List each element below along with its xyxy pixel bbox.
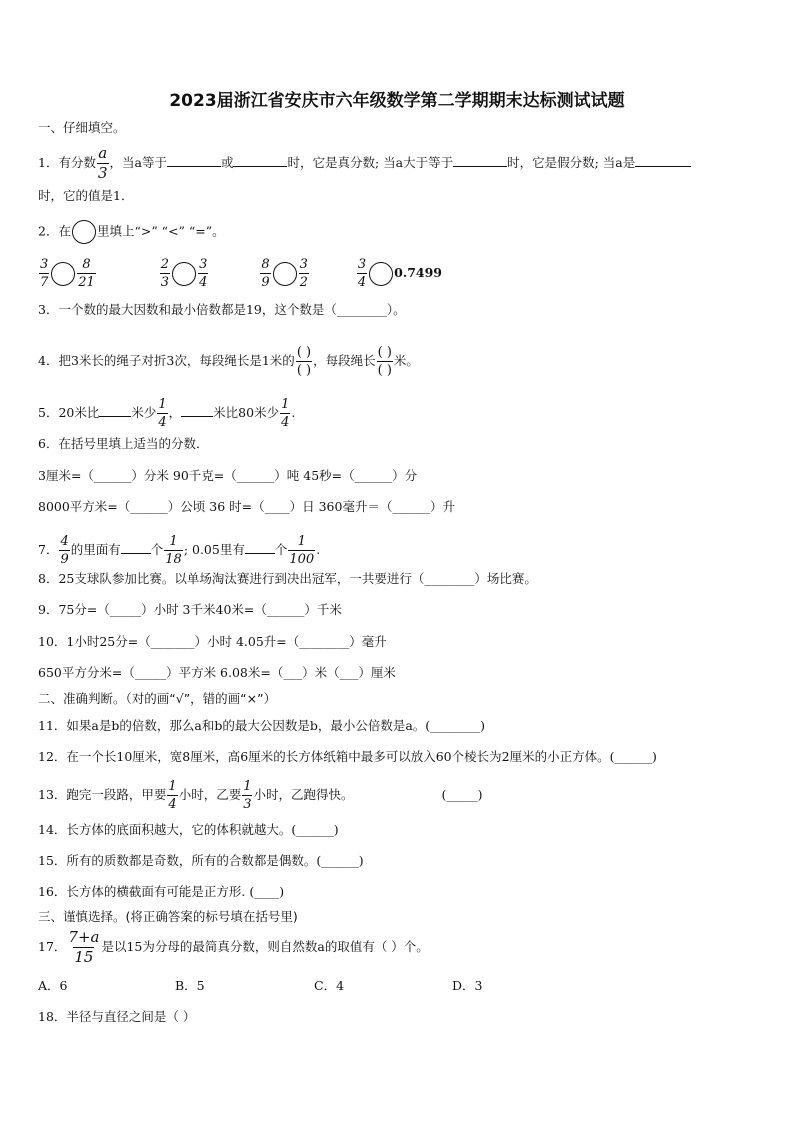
question-17-options <box>38 976 482 996</box>
section-1-heading: 一、仔细填空。 <box>38 120 126 135</box>
fraction: $\frac{( )}{( )}$ <box>377 345 392 378</box>
compare-circle[interactable] <box>172 262 196 286</box>
fraction: $\frac{1}{4}$ <box>158 397 167 430</box>
compare-circle[interactable] <box>273 262 297 286</box>
question-7: 7． $\frac{4}{9}$ 的里面有 个 $\frac{1}{18}$ ; 0.05里有 个 $\frac{1}{100}$ . <box>38 534 321 567</box>
option-c[interactable]: C．4 <box>314 978 345 993</box>
question-2-items: $\frac{3}{7}$ $\frac{8}{21}$ $\frac{2}{3}$ $\frac{3}{4}$ $\frac{8}{9}$ $\frac{3}{2}$ $\frac{3}{4}$ 0.7499 <box>40 257 442 290</box>
question-11: 11．如果a是b的倍数，那么a和b的最大公因数是b，最小公倍数是a。(________) <box>38 718 486 733</box>
answer-blank[interactable] <box>245 540 275 554</box>
fraction: $\frac{a}{3}$ <box>97 144 108 182</box>
answer-blank[interactable] <box>99 403 131 417</box>
compare-circle[interactable] <box>51 262 75 286</box>
question-10: 10．1小时25分=（_______）小时 4.05升=（________）毫升 <box>38 634 387 649</box>
option-d[interactable]: D．3 <box>452 978 483 993</box>
fraction: $\frac{1}{4}$ <box>281 397 290 430</box>
question-4: 4．把3米长的绳子对折3次，每段绳长是1米的 $\frac{( )}{( )}$ ，每段绳长 $\frac{( )}{( )}$ 米。 <box>38 345 419 378</box>
fraction: $\frac{8}{21}$ <box>78 257 95 290</box>
question-8: 8．25支球队参加比赛。以单场淘汰赛进行到决出冠军，一共要进行（________）场比赛。 <box>38 571 537 586</box>
fraction: $\frac{7+a}{15}$ <box>68 928 100 966</box>
section-2-heading: 二、准确判断。（对的画“√”，错的画“×”） <box>38 691 277 706</box>
question-18: 18．半径与直径之间是（ ） <box>38 1009 196 1024</box>
fraction: $\frac{4}{9}$ <box>60 534 69 567</box>
question-13: 13．跑完一段路，甲要 $\frac{1}{4}$ 小时，乙要 $\frac{1}{3}$ 小时，乙跑得快。 (_____) <box>38 779 483 812</box>
answer-blank[interactable] <box>233 153 287 167</box>
fraction: $\frac{3}{7}$ <box>40 257 49 290</box>
section-3-heading: 三、谨慎选择。(将正确答案的标号填在括号里) <box>38 909 298 924</box>
question-17: 17． $\frac{7+a}{15}$ 是以15为分母的最简真分数，则自然数a的取值有（ ）个。 <box>38 928 429 966</box>
fraction: $\frac{1}{4}$ <box>168 779 177 812</box>
question-6-line-1: 3厘米=（______）分米 90千克=（______）吨 45秒=（______）分 <box>38 468 418 483</box>
question-14: 14．长方体的底面积越大，它的体积就越大。(______) <box>38 822 339 837</box>
compare-circle[interactable] <box>369 262 393 286</box>
question-16: 16．长方体的横截面有可能是正方形. (____) <box>38 884 285 899</box>
fraction: $\frac{( )}{( )}$ <box>296 345 312 378</box>
fraction: $\frac{1}{100}$ <box>289 534 315 567</box>
answer-blank[interactable] <box>181 403 213 417</box>
question-1-cont: 时，它的值是1． <box>38 188 134 203</box>
question-2: 2．在 里填上“>” “<” “=”。 <box>38 220 225 244</box>
fraction: $\frac{3}{4}$ <box>357 257 367 290</box>
question-6-line-2: 8000平方米=（______）公顷 36 时=（____）日 360毫升＝（______）升 <box>38 499 455 514</box>
fraction: $\frac{2}{3}$ <box>160 257 170 290</box>
answer-blank[interactable] <box>121 540 151 554</box>
fraction: $\frac{8}{9}$ <box>261 257 270 290</box>
question-5: 5．20米比 米少 $\frac{1}{4}$ ， 米比80米少 $\frac{1}{4}$ . <box>38 397 296 430</box>
fraction: $\frac{1}{18}$ <box>165 534 182 567</box>
fraction: $\frac{1}{3}$ <box>243 779 252 812</box>
question-15: 15．所有的质数都是奇数，所有的合数都是偶数。(______) <box>38 853 364 868</box>
answer-blank[interactable] <box>167 153 221 167</box>
question-1: 1．有分数 $\frac{a}{3}$ ，当a等于 或 时，它是真分数; 当a大于等于 时，它是假分数; 当a是 <box>38 146 691 181</box>
answer-blank[interactable] <box>635 153 691 167</box>
option-b[interactable]: B．5 <box>175 978 205 993</box>
compare-circle[interactable] <box>72 220 96 244</box>
question-6: 6．在括号里填上适当的分数． <box>38 436 209 451</box>
question-9: 9．75分=（_____）小时 3千米40米=（______）千米 <box>38 602 342 617</box>
option-a[interactable]: A．6 <box>38 978 68 993</box>
answer-blank[interactable] <box>453 153 507 167</box>
page-title: 2023届浙江省安庆市六年级数学第二学期期末达标测试试题 <box>169 91 625 111</box>
question-10-cont: 650平方分米=（_____）平方米 6.08米=（___）米（___）厘米 <box>38 665 396 680</box>
fraction: $\frac{3}{2}$ <box>299 257 308 290</box>
question-12: 12．在一个长10厘米，宽8厘米，高6厘米的长方体纸箱中最多可以放入60个棱长为2厘米的小正方体。(______) <box>38 749 657 764</box>
question-3: 3．一个数的最大因数和最小倍数都是19，这个数是（________）。 <box>38 302 406 317</box>
fraction: $\frac{3}{4}$ <box>199 257 208 290</box>
